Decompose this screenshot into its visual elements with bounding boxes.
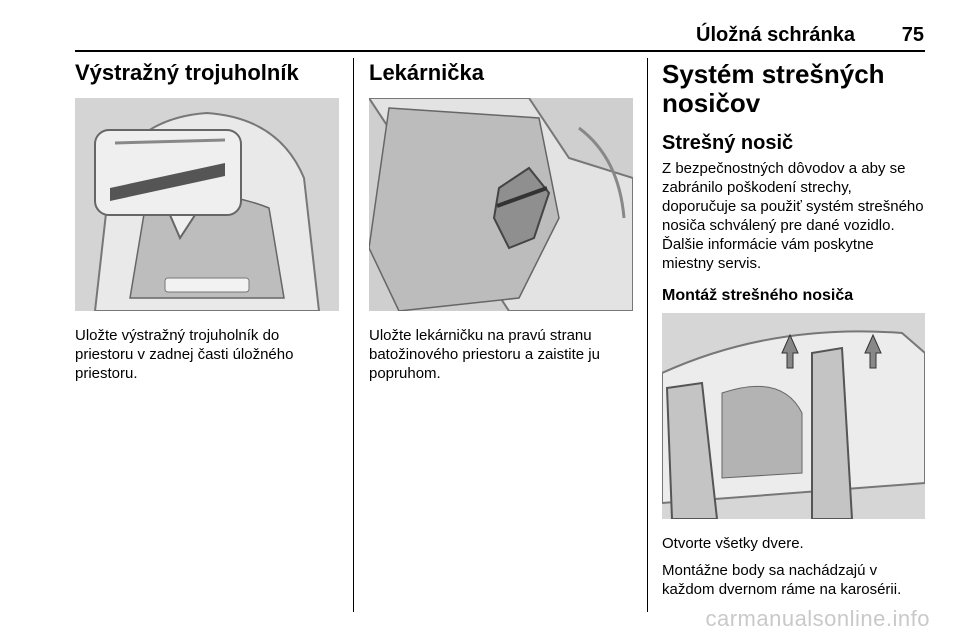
open-doors-roof-rack-illustration — [662, 313, 925, 519]
column-warning-triangle — [75, 60, 340, 85]
heading-first-aid: Lekárnička — [369, 60, 484, 85]
subheading-roof-rack: Strešný nosič — [662, 132, 794, 154]
page-header-title: Úložná schránka — [696, 24, 855, 46]
text-warning-triangle: Uložte výstražný trojuholník do priestoru v zadnej časti úložného priestoru. — [75, 327, 294, 382]
column-roof-rack — [662, 60, 927, 305]
subheading-roof-rack-mounting: Montáž strešného nosiča — [662, 287, 854, 304]
column-divider-1 — [353, 58, 354, 612]
trunk-warning-triangle-illustration — [75, 98, 339, 311]
column-first-aid — [369, 60, 634, 85]
page-number: 75 — [901, 24, 924, 46]
heading-roof-rack-system: Systém strešných nosičov — [662, 59, 885, 118]
column-divider-2 — [647, 58, 648, 612]
watermark: carmanualsonline.info — [705, 606, 930, 631]
text-open-doors: Otvorte všetky dvere. — [662, 535, 804, 552]
text-first-aid: Uložte lekárničku na pravú stranu batožinového priestoru a zaistite ju popruhom. — [369, 327, 600, 382]
text-roof-rack: Z bezpečnostných dôvodov a aby se zabránilo poškodení strechy, doporučuje sa použiť systém strešného nosiča schválený pre dané vozidlo. Ďalšie informácie vám poskytne miestny servis. — [662, 160, 924, 272]
text-mounting-points: Montážne body sa nachádzajú v každom dvernom ráme na karosérii. — [662, 562, 902, 598]
first-aid-kit-illustration — [369, 98, 633, 311]
heading-warning-triangle: Výstražný trojuholník — [75, 60, 299, 85]
header-rule — [75, 50, 925, 52]
